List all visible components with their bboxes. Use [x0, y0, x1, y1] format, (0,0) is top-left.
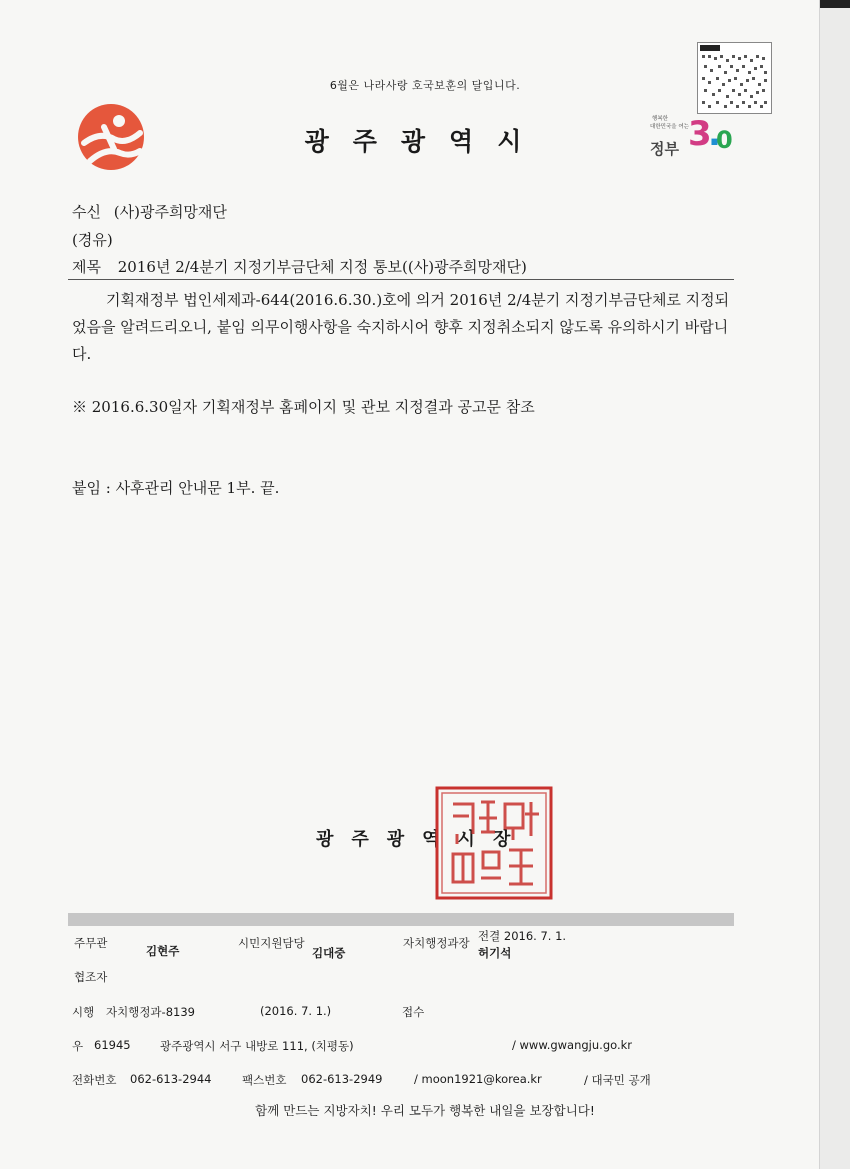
gov-logo-dot: . [708, 114, 721, 154]
approver-label: 자치행정과장 [403, 936, 470, 950]
fax-number: 062-613-2949 [301, 1072, 383, 1086]
enforcement-date: (2016. 7. 1.) [260, 1004, 332, 1018]
phone-number: 062-613-2944 [130, 1072, 212, 1086]
receipt-label: 접수 [402, 1005, 425, 1019]
recipient-value: (사)광주희망재단 [113, 203, 227, 221]
gov-logo-tagline: 행복한 [652, 116, 668, 122]
reviewer-label: 시민지원담당 [238, 936, 305, 950]
reference-note: ※ 2016.6.30일자 기획재정부 홈페이지 및 관보 지정결과 공고문 참조 [72, 398, 535, 416]
reviewer-name: 김대중 [312, 946, 346, 960]
email-link[interactable]: / moon1921@korea.kr [414, 1072, 542, 1086]
gov-logo-tagline-2: 대한민국을 여는 [650, 124, 689, 130]
via-row: (경유) [72, 231, 113, 249]
header-divider [68, 279, 734, 280]
footer-slogan: 함께 만드는 지방자치! 우리 모두가 행복한 내일을 보장합니다! [255, 1103, 595, 1118]
footer-bar [68, 913, 734, 926]
gov-logo-word: 정부 [650, 140, 679, 158]
approver-name: 허기석 [478, 946, 512, 960]
website-link[interactable]: / www.gwangju.go.kr [512, 1038, 633, 1052]
government-3-0-logo [650, 116, 740, 162]
subject-value: 2016년 2/4분기 지정기부금단체 지정 통보((사)광주희망재단) [117, 258, 527, 276]
postal-code: 61945 [94, 1038, 131, 1052]
cooperator-label: 협조자 [74, 970, 108, 984]
drafter-label: 주무관 [74, 936, 108, 950]
monthly-motto: 6월은 나라사랑 호국보훈의 달입니다. [329, 79, 521, 92]
attachment-note: 붙임 : 사후관리 안내문 1부. 끝. [72, 479, 280, 497]
subject-label: 제목 [72, 258, 101, 276]
fax-label: 팩스번호 [242, 1073, 287, 1087]
gov-logo-zero: 0 [716, 126, 733, 154]
recipient-row [72, 201, 227, 222]
postal-label: 우 [72, 1039, 84, 1053]
subject-row [72, 256, 527, 277]
address: 광주광역시 서구 내방로 111, (치평동) [160, 1039, 354, 1053]
organization-title: 광주광역시 [304, 127, 546, 156]
signatory-name: 광주광역시장 [316, 829, 529, 850]
recipient-label: 수신 [72, 203, 101, 221]
disclosure-status: / 대국민 공개 [584, 1073, 651, 1087]
drafter-name: 김현주 [146, 944, 180, 958]
qr-code-icon [697, 42, 772, 114]
body-paragraph: 기획재정부 법인세제과-644(2016.6.30.)호에 의거 2016년 2/4분기 지정기부금단체로 지정되었음을 알려드리오니, 붙임 의무이행사항을 숙지하시어 향후 지정취소되지 않도록 유의하시기 바랍니다. [72, 291, 730, 363]
enforcement-number: 자치행정과-8139 [106, 1005, 195, 1019]
enforcement-label: 시행 [72, 1005, 95, 1019]
gov-logo-number: 3 [688, 114, 712, 154]
scan-edge-strip [819, 0, 850, 1169]
phone-label: 전화번호 [72, 1073, 117, 1087]
official-seal-icon [433, 784, 555, 902]
approval-date: 전결 2016. 7. 1. [478, 929, 567, 943]
